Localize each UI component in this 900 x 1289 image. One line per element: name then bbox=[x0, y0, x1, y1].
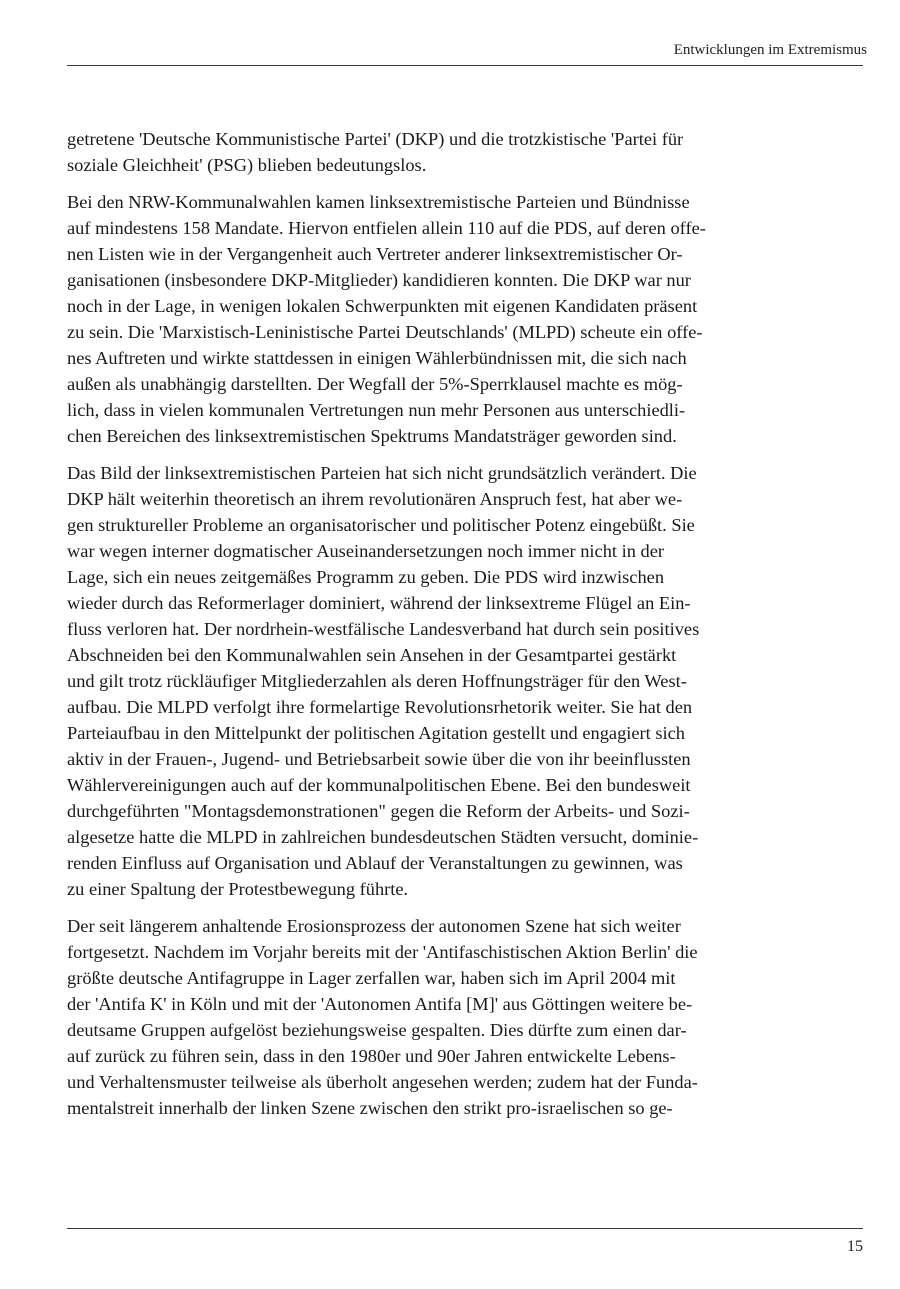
footer-rule bbox=[67, 1228, 863, 1229]
text-line: und Verhaltensmuster teilweise als überholt angesehen werden; zudem hat der Funda- bbox=[67, 1072, 698, 1092]
text-line: Bei den NRW-Kommunalwahlen kamen linksextremistische Parteien und Bündnisse bbox=[67, 192, 690, 212]
paragraph-4 bbox=[67, 913, 863, 1121]
text-line: mentalstreit innerhalb der linken Szene zwischen den strikt pro-israelischen so ge- bbox=[67, 1098, 673, 1118]
text-line: größte deutsche Antifagruppe in Lager zerfallen war, haben sich im April 2004 mit bbox=[67, 968, 676, 988]
header-rule bbox=[67, 65, 863, 66]
paragraph-1 bbox=[67, 126, 863, 178]
text-line: wieder durch das Reformerlager dominiert, während der linksextreme Flügel an Ein- bbox=[67, 593, 691, 613]
text-line: Das Bild der linksextremistischen Parteien hat sich nicht grundsätzlich verändert. Die bbox=[67, 463, 697, 483]
text-line: algesetze hatte die MLPD in zahlreichen bundesdeutschen Städten versucht, dominie- bbox=[67, 827, 699, 847]
body-text bbox=[67, 126, 863, 1121]
text-line: aktiv in der Frauen-, Jugend- und Betriebsarbeit sowie über die von ihr beeinflussten bbox=[67, 749, 691, 769]
text-line: war wegen interner dogmatischer Auseinandersetzungen noch immer nicht in der bbox=[67, 541, 664, 561]
text-line: lich, dass in vielen kommunalen Vertretungen nun mehr Personen aus unterschiedli- bbox=[67, 400, 686, 420]
paragraph-3 bbox=[67, 460, 863, 902]
text-line: noch in der Lage, in wenigen lokalen Schwerpunkten mit eigenen Kandidaten präsent bbox=[67, 296, 698, 316]
text-line: nen Listen wie in der Vergangenheit auch Vertreter anderer linksextremistischer Or- bbox=[67, 244, 683, 264]
text-line: der 'Antifa K' in Köln und mit der 'Autonomen Antifa [M]' aus Göttingen weitere be- bbox=[67, 994, 693, 1014]
paragraph-2 bbox=[67, 189, 863, 449]
text-line: außen als unabhängig darstellten. Der Wegfall der 5%-Sperrklausel machte es mög- bbox=[67, 374, 683, 394]
text-line: fortgesetzt. Nachdem im Vorjahr bereits mit der 'Antifaschistischen Aktion Berlin' die bbox=[67, 942, 698, 962]
text-line: auf zurück zu führen sein, dass in den 1980er und 90er Jahren entwickelte Lebens- bbox=[67, 1046, 676, 1066]
text-line: Parteiaufbau in den Mittelpunkt der politischen Agitation gestellt und engagiert sich bbox=[67, 723, 685, 743]
page-number: 15 bbox=[847, 1238, 863, 1255]
text-line: Der seit längerem anhaltende Erosionsprozess der autonomen Szene hat sich weiter bbox=[67, 916, 681, 936]
text-line: DKP hält weiterhin theoretisch an ihrem revolutionären Anspruch fest, hat aber we- bbox=[67, 489, 683, 509]
text-line: durchgeführten "Montagsdemonstrationen" gegen die Reform der Arbeits- und Sozi- bbox=[67, 801, 690, 821]
text-line: gen struktureller Probleme an organisatorischer und politischer Potenz eingebüßt. Sie bbox=[67, 515, 695, 535]
text-line: ganisationen (insbesondere DKP-Mitglieder) kandidieren konnten. Die DKP war nur bbox=[67, 270, 691, 290]
running-header-title: Entwicklungen im Extremismus bbox=[673, 42, 867, 58]
text-line: und gilt trotz rückläufiger Mitgliederzahlen als deren Hoffnungsträger für den West- bbox=[67, 671, 687, 691]
text-line: Wählervereinigungen auch auf der kommunalpolitischen Ebene. Bei den bundesweit bbox=[67, 775, 691, 795]
text-line: zu einer Spaltung der Protestbewegung führte. bbox=[67, 879, 409, 899]
text-line: deutsame Gruppen aufgelöst beziehungsweise gespalten. Dies dürfte zum einen dar- bbox=[67, 1020, 687, 1040]
text-line: chen Bereichen des linksextremistischen Spektrums Mandatsträger geworden sind. bbox=[67, 426, 677, 446]
text-line: soziale Gleichheit' (PSG) blieben bedeutungslos. bbox=[67, 155, 427, 175]
text-line: Lage, sich ein neues zeitgemäßes Programm zu geben. Die PDS wird inzwischen bbox=[67, 567, 665, 587]
text-line: renden Einfluss auf Organisation und Ablauf der Veranstaltungen zu gewinnen, was bbox=[67, 853, 683, 873]
text-line: fluss verloren hat. Der nordrhein-westfälische Landesverband hat durch sein positives bbox=[67, 619, 700, 639]
text-line: auf mindestens 158 Mandate. Hiervon entfielen allein 110 auf die PDS, auf deren offe- bbox=[67, 218, 706, 238]
text-line: zu sein. Die 'Marxistisch-Leninistische Partei Deutschlands' (MLPD) scheute ein offe- bbox=[67, 322, 703, 342]
text-line: nes Auftreten und wirkte stattdessen in einigen Wählerbündnissen mit, die sich nach bbox=[67, 348, 687, 368]
text-line: getretene 'Deutsche Kommunistische Partei' (DKP) und die trotzkistische 'Partei für bbox=[67, 129, 684, 149]
text-line: Abschneiden bei den Kommunalwahlen sein Ansehen in der Gesamtpartei gestärkt bbox=[67, 645, 677, 665]
text-line: aufbau. Die MLPD verfolgt ihre formelartige Revolutionsrhetorik weiter. Sie hat den bbox=[67, 697, 693, 717]
